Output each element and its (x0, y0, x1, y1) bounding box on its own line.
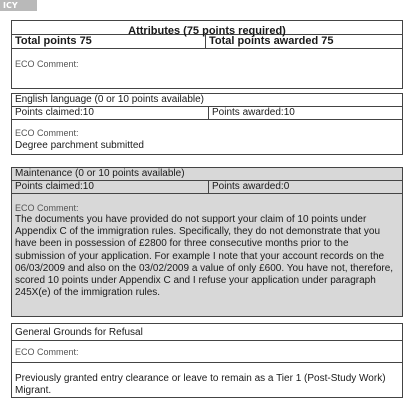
english-eco-label: ECO Comment: (15, 128, 79, 138)
maintenance-points-row (12, 181, 402, 194)
general-section (11, 323, 403, 398)
general-eco-label: ECO Comment: (15, 347, 79, 357)
maintenance-section (11, 167, 403, 317)
english-eco-comment: Degree parchment submitted (15, 140, 144, 151)
maintenance-eco-label: ECO Comment: (15, 203, 79, 213)
general-title-row (12, 324, 402, 341)
english-section (11, 93, 403, 155)
maintenance-title: Maintenance (0 or 10 points available) (15, 168, 185, 179)
totals-divider (205, 35, 206, 49)
general-title: General Grounds for Refusal (15, 327, 143, 338)
english-points-row (12, 107, 402, 120)
english-title-row (12, 94, 402, 107)
english-points-claimed: Points claimed:10 (15, 107, 94, 118)
maintenance-points-awarded: Points awarded:0 (212, 181, 290, 192)
english-points-awarded: Points awarded:10 (212, 107, 295, 118)
maintenance-eco-comment: The documents you have provided do not support your claim of 10 points under Appendix C of the immigration rules. Specifically, they do not demonstrate that you have been in possession of £2800 for three consecutive months prior to the submission of your application. For example I note that your account records on the 06/03/2009 and also on the 03/02/2009 a value of only £600. You have not, therefore, scored 10 points under Appendix C and I refuse your application under paragraph 245X(e) of the immigration rules. (15, 214, 394, 299)
maintenance-points-claimed: Points claimed:10 (15, 181, 94, 192)
attributes-totals-row (12, 35, 402, 49)
english-title: English language (0 or 10 points available) (15, 94, 205, 105)
attributes-section (11, 20, 403, 89)
attributes-title: Attributes (75 points required) (128, 25, 286, 37)
total-points: Total points 75 (15, 35, 92, 47)
maintenance-title-row (12, 168, 402, 181)
total-points-awarded: Total points awarded 75 (209, 35, 334, 47)
attributes-title-row (12, 21, 402, 35)
attributes-eco-label: ECO Comment: (15, 59, 79, 69)
general-eco-comment: Previously granted entry clearance or leave to remain as a Tier 1 (Post-Study Work) Migrant. (15, 373, 386, 397)
english-points-divider (208, 107, 209, 120)
maintenance-points-divider (208, 181, 209, 194)
brand-logo: ICY (0, 0, 37, 11)
general-eco-label-row (12, 341, 402, 363)
